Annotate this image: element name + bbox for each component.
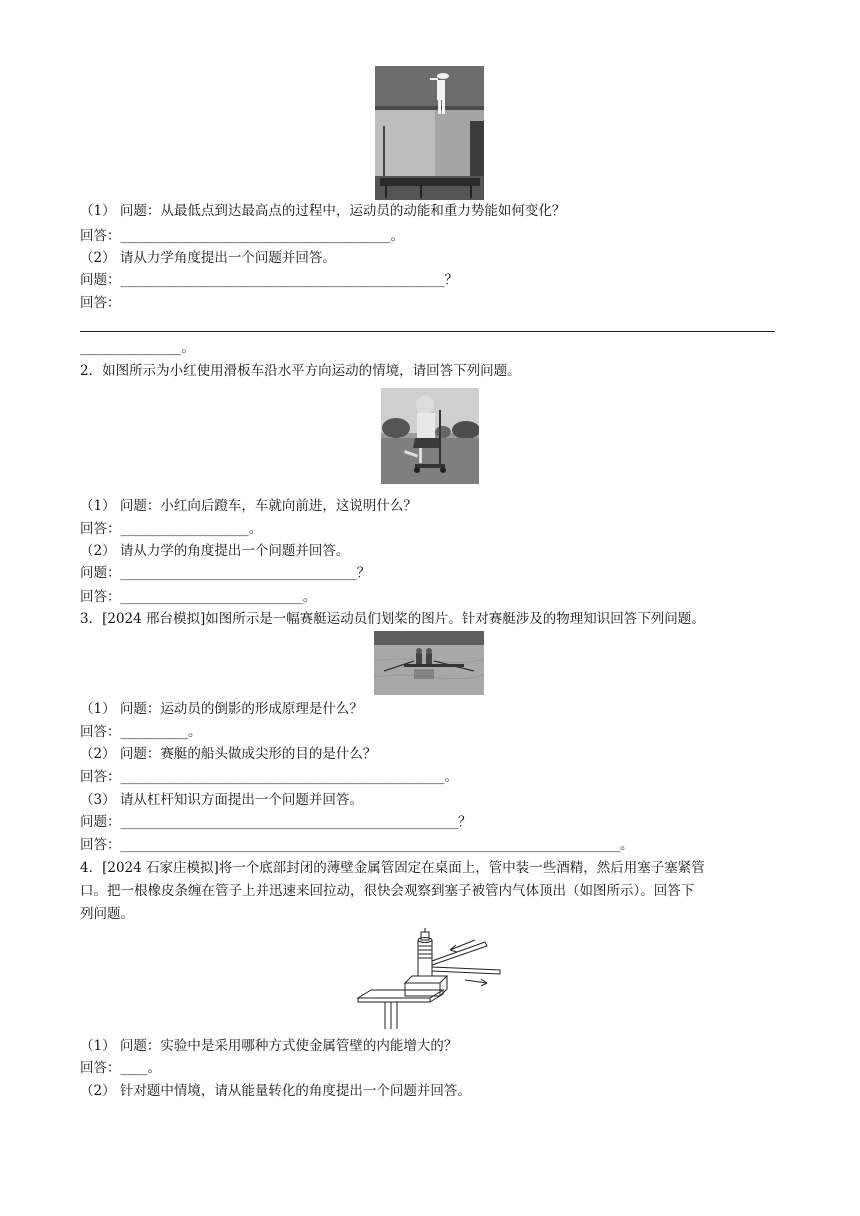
- q1-part2-ask: 问题：________________________________________________？: [80, 272, 458, 288]
- scooter-photo: [381, 388, 479, 484]
- q1-part1-answer: 回答：________________________________________。: [80, 228, 404, 244]
- trampoline-photo: [375, 66, 484, 200]
- q3-part3-question: （3） 请从杠杆知识方面提出一个问题并回答。: [80, 792, 363, 808]
- q4-part2-question: （2） 针对题中情境，请从能量转化的角度提出一个问题并回答。: [80, 1083, 471, 1099]
- q1-part1-question: （1） 问题：从最低点到达最高点的过程中，运动员的动能和重力势能如何变化？: [80, 203, 566, 219]
- q2-part2-question: （2） 请从力学的角度提出一个问题并回答。: [80, 543, 350, 559]
- q4-stem-line1: 4．[2024 石家庄模拟]将一个底部封闭的薄壁金属管固定在桌面上，管中装一些酒精，然后用塞子塞紧管: [80, 860, 705, 876]
- q1-part2-question: （2） 请从力学角度提出一个问题并回答。: [80, 250, 336, 266]
- answer-line: [80, 331, 775, 332]
- q4-part1-question: （1） 问题：实验中是采用哪种方式使金属管壁的内能增大的？: [80, 1038, 458, 1054]
- tube-experiment-diagram: [355, 928, 510, 1031]
- q3-stem: 3．[2024 邢台模拟]如图所示是一幅赛艇运动员们划桨的图片。针对赛艇涉及的物理知识回答下列问题。: [80, 611, 705, 627]
- q4-stem-line2: 口。把一根橡皮条缠在管子上并迅速来回拉动，很快会观察到塞子被管内气体顶出（如图所示）。回答下: [80, 883, 695, 899]
- q3-part2-question: （2） 问题：赛艇的船头做成尖形的目的是什么？: [80, 746, 377, 762]
- q2-part2-ask: 问题：___________________________________？: [80, 565, 371, 581]
- q3-part2-answer: 回答：________________________________________________。: [80, 769, 458, 785]
- q1-part2-answer-label: 回答：: [80, 295, 121, 311]
- q2-part1-answer: 回答：___________________。: [80, 521, 263, 537]
- rowing-photo: [374, 631, 484, 695]
- q3-part1-answer: 回答：__________。: [80, 724, 202, 740]
- q2-stem: 2．如图所示为小红使用滑板车沿水平方向运动的情境，请回答下列问题。: [80, 363, 521, 379]
- q4-stem-line3: 列问题。: [80, 906, 134, 922]
- q4-part1-answer: 回答：____。: [80, 1060, 161, 1076]
- q2-part2-answer: 回答：___________________________。: [80, 589, 317, 605]
- q3-part1-question: （1） 问题：运动员的倒影的形成原理是什么？: [80, 701, 363, 717]
- q2-part1-question: （1） 问题：小红向后蹬车，车就向前进，这说明什么？: [80, 498, 417, 514]
- q3-part3-ask: 问题：__________________________________________________？: [80, 814, 472, 830]
- q1-part2-answer-cont: _______________。: [80, 340, 195, 356]
- q3-part3-answer: 回答：__________________________________________________________________________。: [80, 837, 634, 853]
